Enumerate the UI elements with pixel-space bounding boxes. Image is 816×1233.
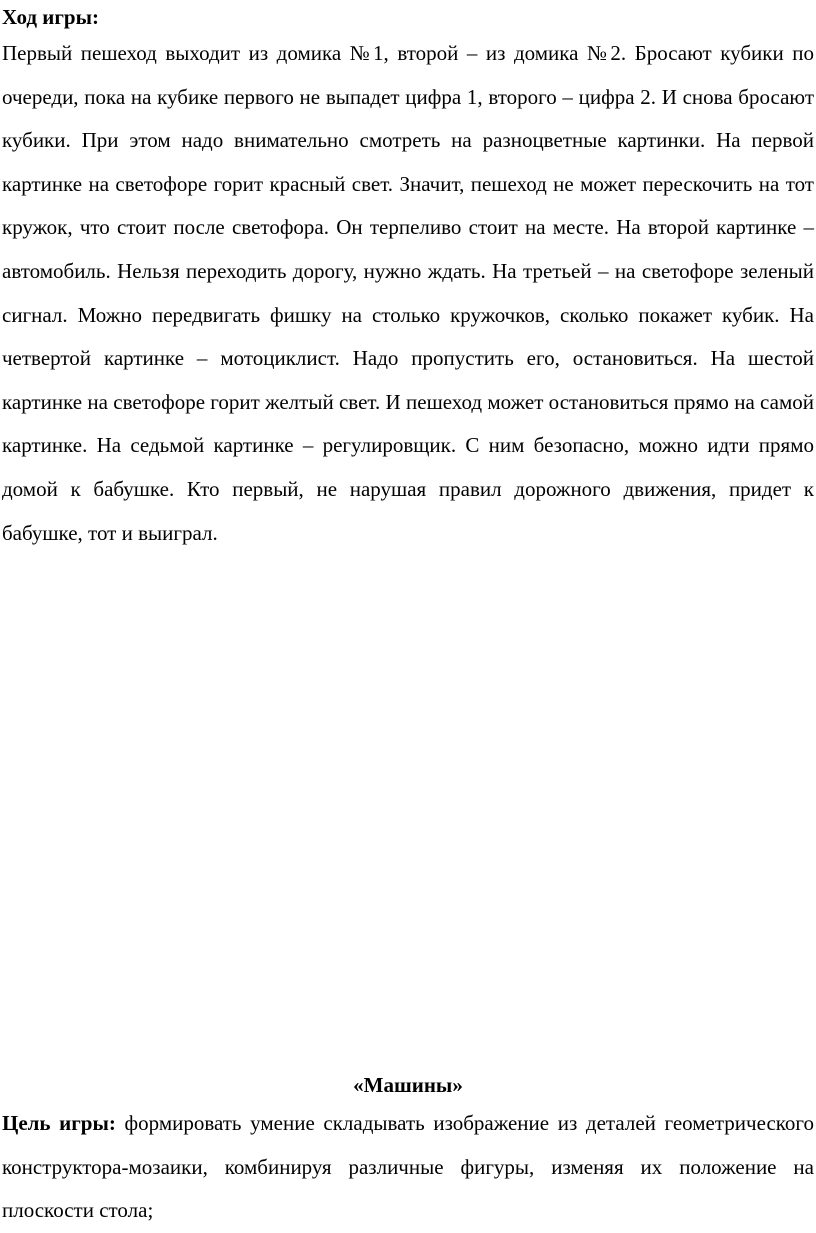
goal-text: формировать умение складывать изображение из деталей геометрического конструктора-мозаики, комбинируя различные фигуры, изменяя их положение на плоскости стола; (2, 1111, 815, 1223)
game-goal-paragraph (2, 1102, 814, 1233)
game-title: «Машины» (353, 1073, 463, 1097)
game-rules-paragraph: Первый пешеход выходит из домика №1, второй – из домика №2. Бросают кубики по очереди, пока на кубике первого не выпадет цифра 1, второго – цифра 2. И снова бросают кубики. При этом надо внимательно смотреть на разноцветные картинки. На первой картинке на светофоре горит красный свет. Значит, пешеход не может перескочить на тот кружок, что стоит после светофора. Он терпеливо стоит на месте. На второй картинке – автомобиль. Нельзя переходить дорогу, нужно ждать. На третьей – на светофоре зеленый сигнал. Можно передвигать фишку на столько кружочков, сколько покажет кубик. На четвертой картинке – мотоциклист. Надо пропустить его, остановиться. На шестой картинке на светофоре горит желтый свет. И пешеход может остановиться прямо на самой картинке. На седьмой картинке – регулировщик. С ним безопасно, можно идти прямо домой к бабушке. Кто первый, не нарушая правил дорожного движения, придет к бабушке, тот и выиграл. (2, 41, 814, 545)
goal-label: Цель игры: (2, 1111, 116, 1135)
game-progress-heading: Ход игры: (2, 5, 99, 29)
